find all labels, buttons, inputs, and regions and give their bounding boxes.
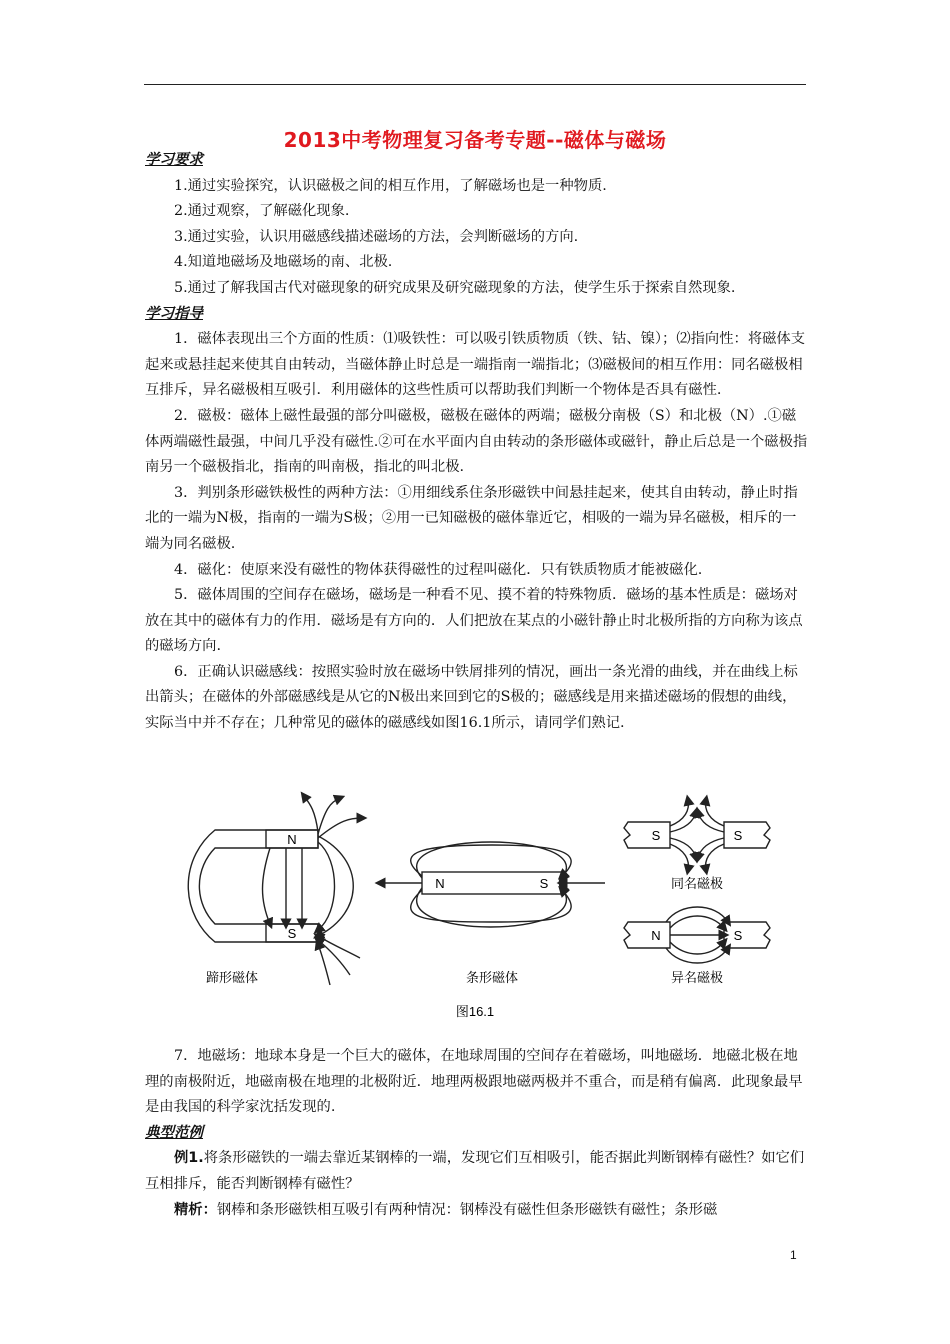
horseshoe-s-label: S: [287, 926, 297, 941]
guide-item: 5．磁体周围的空间存在磁场，磁场是一种看不见、摸不着的特殊物质．磁场的基本性质是：磁场对放在其中的磁体有力的作用．磁场是有方向的．人们把放在某点的小磁针静止时北极所指的方向称为该点的磁场方向.: [145, 587, 803, 655]
bar-n-label: N: [435, 876, 445, 891]
guide-item-7: 7．地磁场：地球本身是一个巨大的磁体，在地球周围的空间存在着磁场，叫地磁场．地磁北极在地理的南极附近，地磁南极在地理的北极附近．地理两极跟地磁两极并不重合，而是稍有偏离．此现象最早是由我国的科学家沈括发现的.: [145, 1048, 803, 1116]
analysis-label: 精析：: [174, 1201, 217, 1218]
analysis: [145, 1198, 809, 1224]
example-1-label: 例1.: [174, 1150, 204, 1167]
guide-item: 1．磁体表现出三个方面的性质：⑴吸铁性：可以吸引铁质物质（铁、钴、镍）；⑵指向性：将磁体支起来或悬挂起来使其自由转动，当磁体静止时总是一端指南一端指北；⑶磁极间的相互作用：同名磁极相互排斥，异名磁极相互吸引．利用磁体的这些性质可以帮助我们判断一个物体是否具有磁性.: [145, 331, 806, 399]
like-poles: [624, 800, 770, 870]
magnetic-field-figure: [140, 790, 820, 1020]
requirement-item: 5.通过了解我国古代对磁现象的研究成果及研究磁现象的方法，使学生乐于探索自然现象.: [174, 279, 736, 296]
section-heading-guide: 学习指导: [145, 305, 203, 322]
unlike-s-label: S: [733, 928, 743, 943]
requirement-item: 1.通过实验探究，认识磁极之间的相互作用，了解磁场也是一种物质.: [174, 177, 607, 194]
caption-unlike-poles: 异名磁极: [670, 970, 724, 985]
horseshoe-magnet: [188, 796, 362, 985]
header-rule: [144, 84, 806, 85]
guide-item: 6．正确认识磁感线：按照实验时放在磁场中铁屑排列的情况，画出一条光滑的曲线，并在曲线上标出箭头；在磁体的外部磁感线是从它的N极出来回到它的S极的；磁感线是用来描述磁场的假想的曲线，实际当中并不存在；几种常见的磁体的磁感线如图16.1所示，请同学们熟记.: [145, 663, 798, 732]
unlike-n-label: N: [651, 928, 661, 943]
main-content: [145, 148, 809, 737]
caption-like-poles: 同名磁极: [670, 876, 724, 891]
guide-item: 2．磁极：磁体上磁性最强的部分叫磁极，磁极在磁体的两端；磁极分南极（S）和北极（N）.①磁体两端磁性最强，中间几乎没有磁性.②可在水平面内自由转动的条形磁体或磁针，静止后总是一个磁极指南另一个磁极指北，指南的叫南极，指北的叫北极.: [145, 407, 808, 476]
figure-label: 图16.1: [455, 1004, 495, 1019]
horseshoe-n-label: N: [287, 832, 297, 847]
field-lines-diagram: [140, 790, 820, 1020]
section-heading-examples: 典型范例: [145, 1124, 203, 1141]
bar-s-label: S: [539, 876, 549, 891]
caption-horseshoe: 蹄形磁体: [205, 970, 259, 985]
example-1-text: 将条形磁铁的一端去靠近某钢棒的一端，发现它们互相吸引，能否据此判断钢棒有磁性？如它们互相排斥，能否判断钢棒有磁性？: [145, 1150, 805, 1192]
like-right-s-label: S: [733, 828, 743, 843]
like-left-s-label: S: [651, 828, 661, 843]
unlike-poles: [624, 907, 770, 963]
example-1: [145, 1146, 809, 1197]
analysis-text: 钢棒和条形磁铁相互吸引有两种情况：钢棒没有磁性但条形磁铁有磁性；条形磁: [216, 1201, 718, 1218]
page-title: 2013中考物理复习备考专题--磁体与磁场: [283, 128, 667, 152]
page-number: 1: [790, 1248, 797, 1262]
requirement-item: 3.通过实验，认识用磁感线描述磁场的方法，会判断磁场的方向.: [174, 228, 579, 245]
bar-magnet: [380, 842, 605, 927]
guide-item: 3．判别条形磁铁极性的两种方法：①用细线系住条形磁铁中间悬挂起来，使其自由转动，静止时指北的一端为N极，指南的一端为S极；②用一已知磁极的磁体靠近它，相吸的一端为异名磁极，相斥的一端为同名磁极.: [145, 484, 798, 552]
after-figure-content: [145, 1044, 809, 1223]
section-heading-requirements: 学习要求: [145, 152, 203, 168]
caption-bar: 条形磁体: [465, 970, 519, 985]
requirement-item: 2.通过观察，了解磁化现象.: [174, 203, 350, 220]
requirement-item: 4.知道地磁场及地磁场的南、北极.: [174, 254, 393, 271]
guide-item: 4．磁化：使原来没有磁性的物体获得磁性的过程叫磁化．只有铁质物质才能被磁化.: [174, 561, 703, 578]
